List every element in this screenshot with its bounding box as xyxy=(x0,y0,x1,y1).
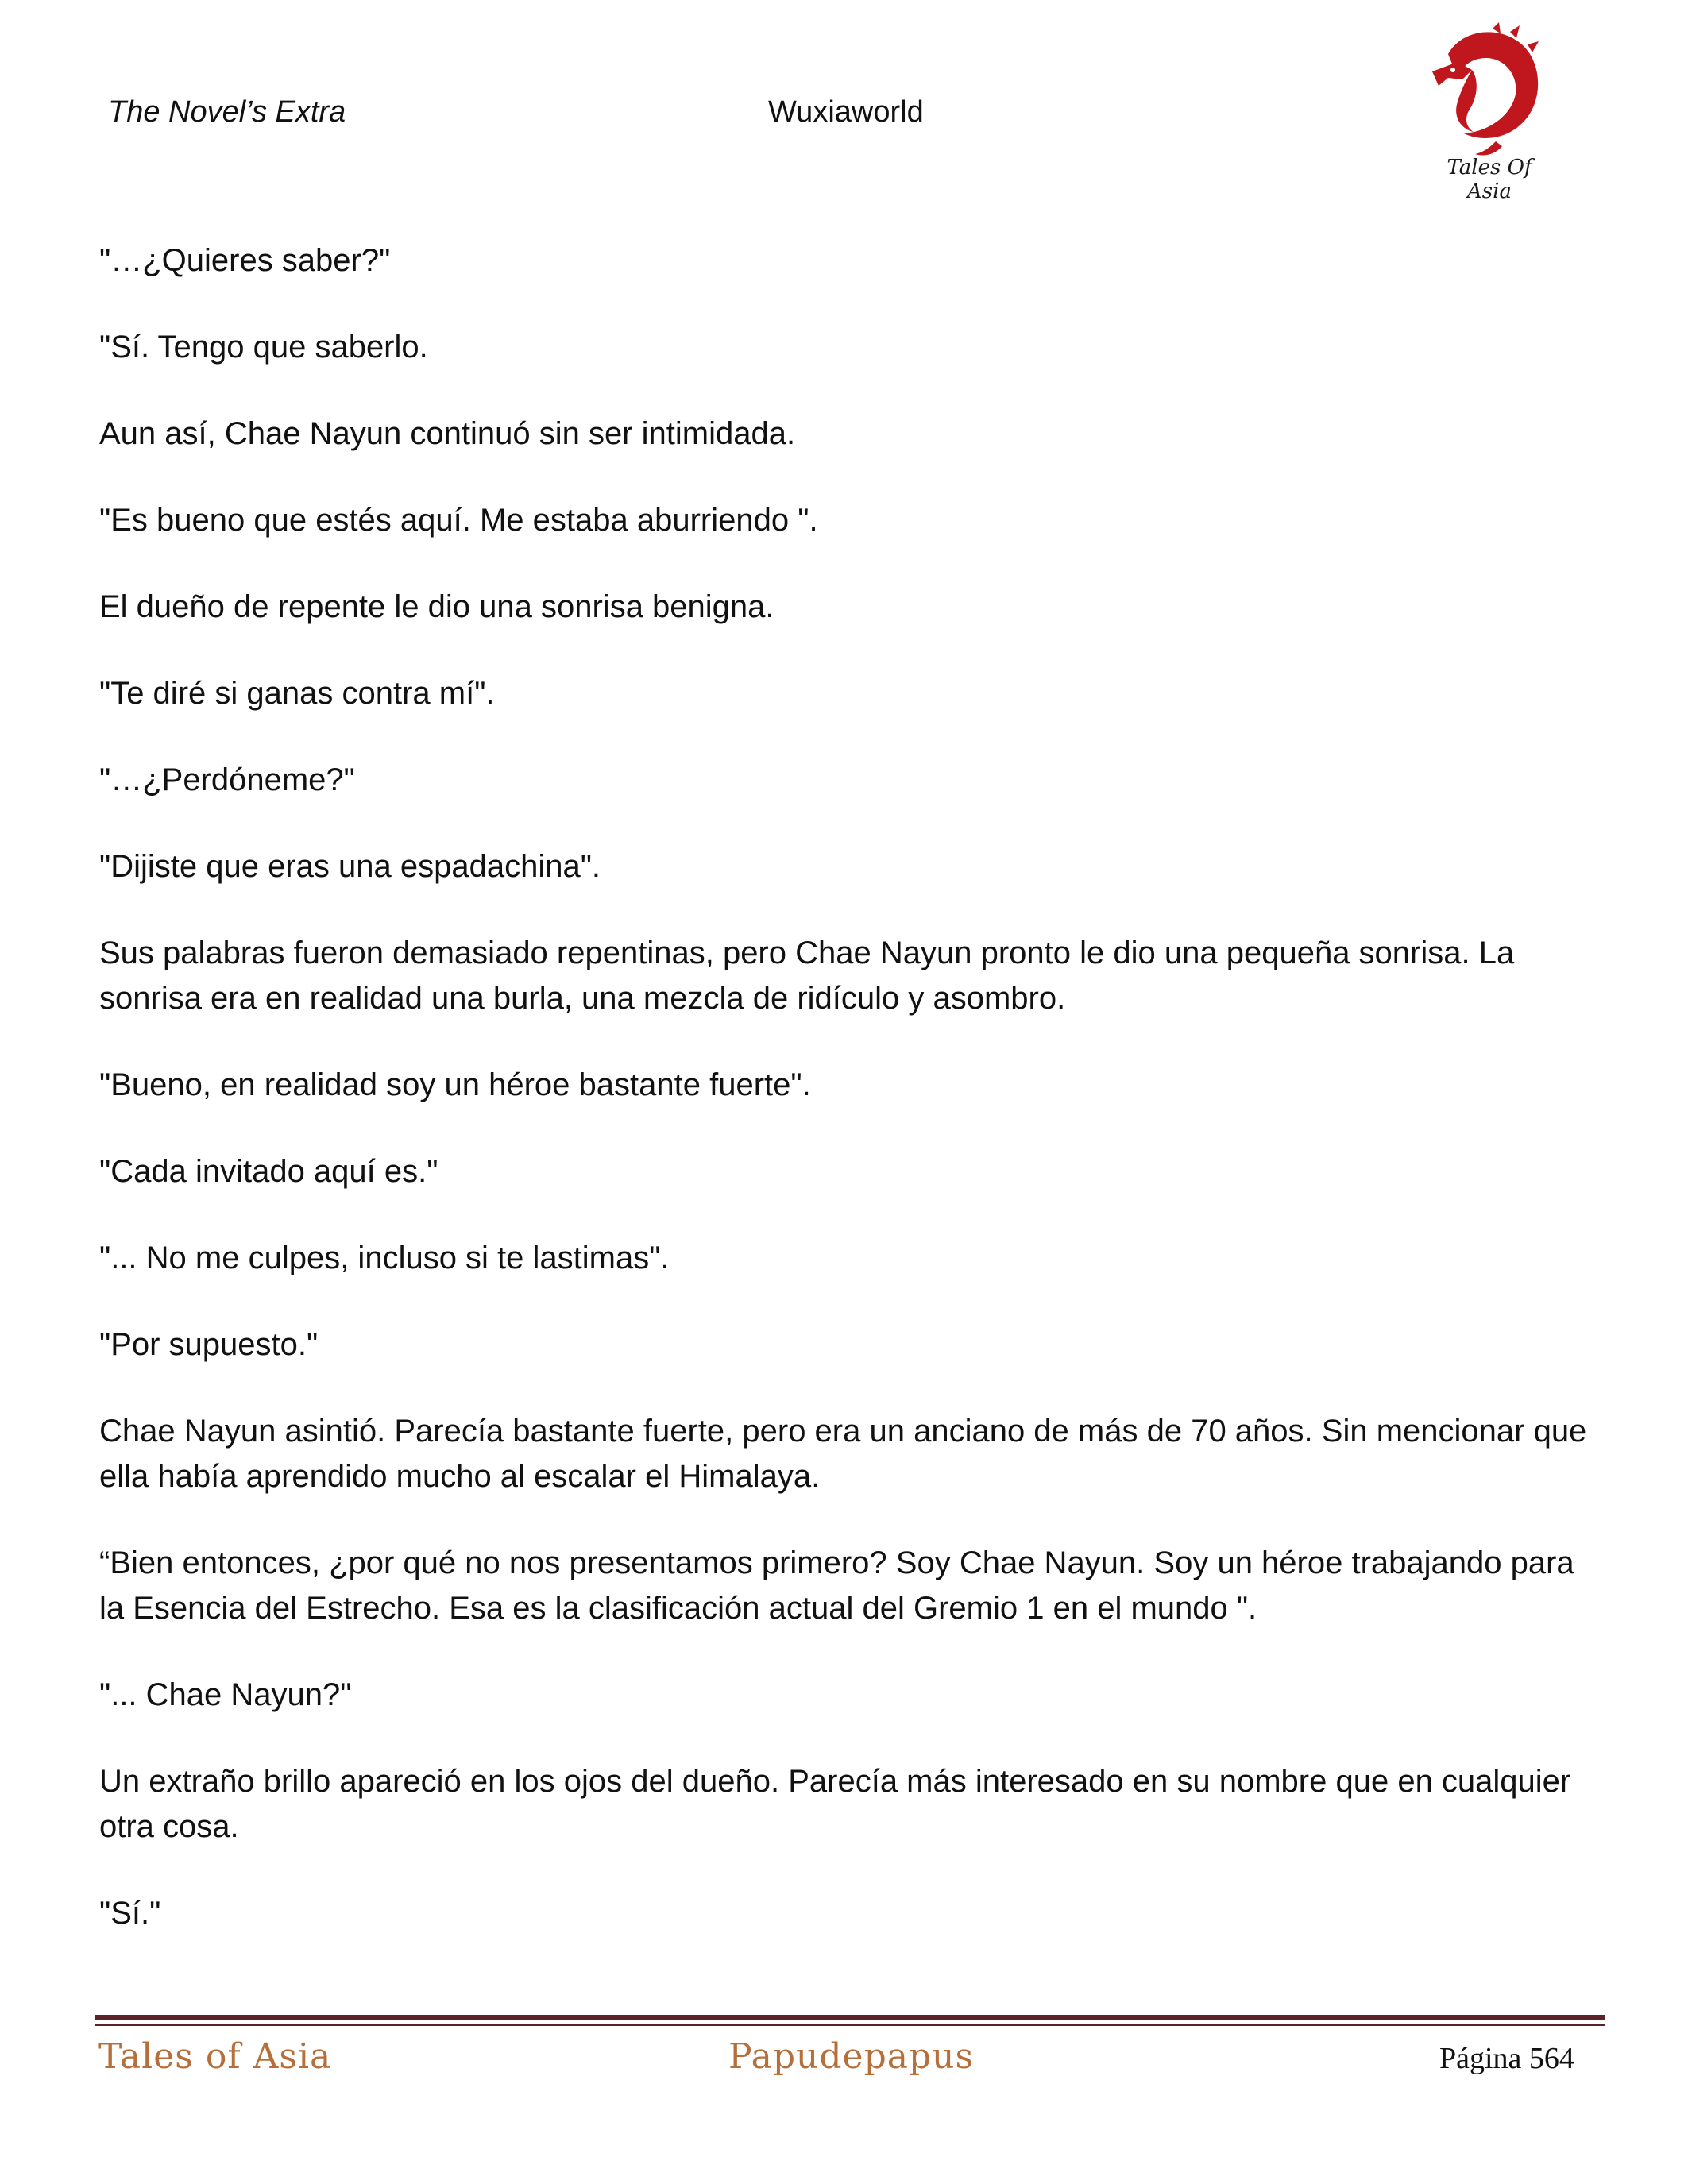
paragraph: "Dijiste que eras una espadachina". xyxy=(99,849,601,884)
paragraph: "Por supuesto." xyxy=(99,1327,319,1362)
footer-rule-thin xyxy=(95,2024,1605,2026)
paragraph: "…¿Quieres saber?" xyxy=(99,243,391,278)
paragraph: "Sí. Tengo que saberlo. xyxy=(99,330,428,365)
paragraph: "Cada invitado aquí es." xyxy=(99,1154,438,1189)
paragraph: Sus palabras fueron demasiado repentinas, pero Chae Nayun pronto le dio una pequeña sonrisa. La sonrisa era en realidad una burla, una mezcla de ridículo y asombro. xyxy=(99,936,1515,1016)
paragraph: “Bien entonces, ¿por qué no nos presentamos primero? Soy Chae Nayun. Soy un héroe trabajando para la Esencia del Estrecho. Esa es la clasificación actual del Gremio 1 en el mundo ". xyxy=(99,1545,1574,1626)
logo-text: Tales Of Asia xyxy=(1447,156,1532,203)
footer-rule-thick xyxy=(95,2015,1605,2020)
paragraph: "Es bueno que estés aquí. Me estaba aburriendo ". xyxy=(99,503,818,538)
paragraph: Un extraño brillo apareció en los ojos del dueño. Parecía más interesado en su nombre que en cualquier otra cosa. xyxy=(99,1764,1571,1844)
paragraph: "... Chae Nayun?" xyxy=(99,1677,352,1712)
header-site-name: Wuxiaworld xyxy=(768,95,924,129)
paragraph: "Te diré si ganas contra mí". xyxy=(99,676,495,711)
footer-center-text: Papudepapus xyxy=(728,2036,975,2077)
paragraph: El dueño de repente le dio una sonrisa benigna. xyxy=(99,589,774,624)
page-number: Página 564 xyxy=(1439,2042,1574,2075)
paragraph: Aun así, Chae Nayun continuó sin ser intimidada. xyxy=(99,416,796,451)
paragraph: Chae Nayun asintió. Parecía bastante fuerte, pero era un anciano de más de 70 años. Sin mencionar que ella había aprendido mucho al escalar el Himalaya. xyxy=(99,1414,1587,1494)
paragraph: "Sí." xyxy=(99,1896,161,1931)
body-text xyxy=(99,238,1593,1978)
paragraph: "... No me culpes, incluso si te lastimas". xyxy=(99,1241,670,1275)
paragraph: "…¿Perdóneme?" xyxy=(99,762,355,797)
footer-left-text: Tales of Asia xyxy=(98,2036,332,2077)
paragraph: "Bueno, en realidad soy un héroe bastante fuerte". xyxy=(99,1067,811,1102)
header-book-title: The Novel’s Extra xyxy=(108,95,346,129)
